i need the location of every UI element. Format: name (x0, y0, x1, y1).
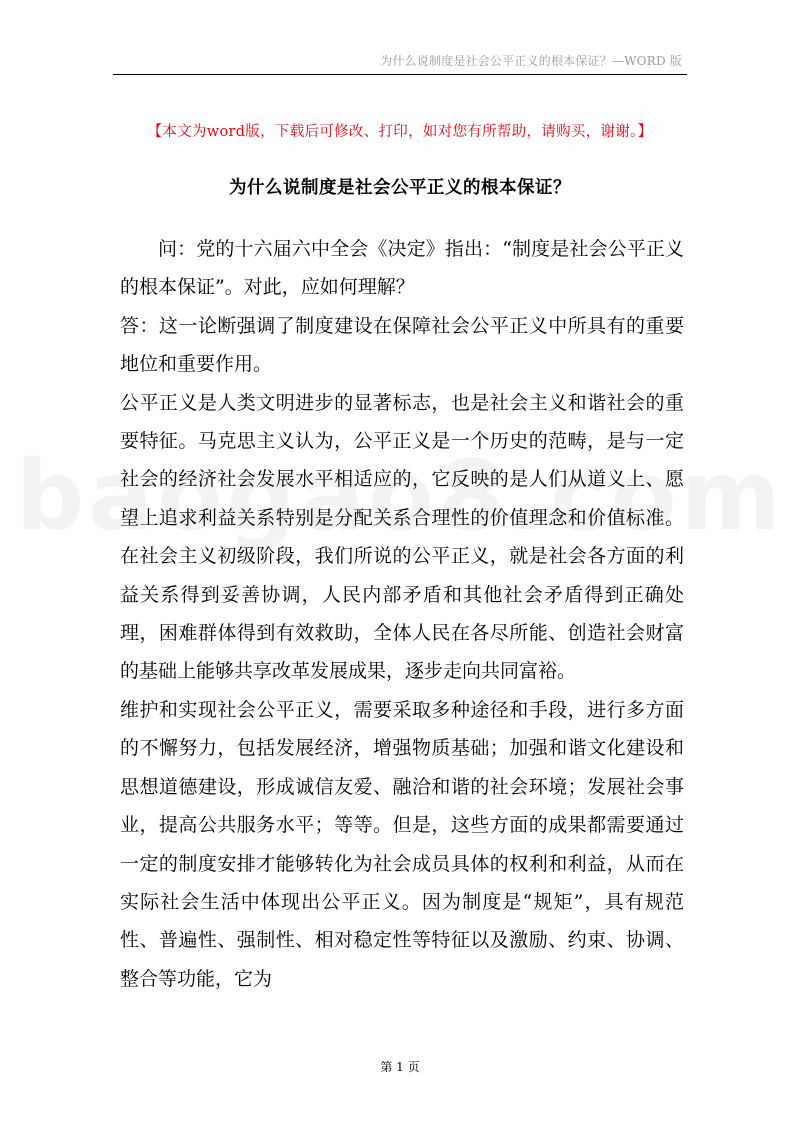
header-rule (113, 74, 687, 75)
page-number: 第 1 页 (380, 1060, 420, 1074)
download-notice: 【本文为word版，下载后可修改、打印，如对您有所帮助，请购买，谢谢。】 (147, 124, 653, 140)
answer-paragraph: 答：这一论断强调了制度建设在保障社会公平正义中所具有的重要地位和重要作用。 (120, 314, 684, 376)
running-header: 为什么说制度是社会公平正义的根本保证？—WORD 版 (380, 54, 682, 68)
body-paragraph: 维护和实现社会公平正义，需要采取多种途径和手段，进行多方面的不懈努力，包括发展经济，增强物质基础；加强和谐文化建设和思想道德建设，形成诚信友爱、融洽和谐的社会环境；发展社会事业，提高公共服务水平；等等。但是，这些方面的成果都需要通过一定的制度安排才能够转化为社会成员具体的权利和利益，从而在实际社会生活中体现出公平正义。因为制度是“规矩”，具有规范性、普遍性、强制性、相对稳定性等特征以及激励、约束、协调、整合等功能，它为 (120, 698, 684, 990)
document-body (120, 230, 684, 998)
document-title: 为什么说制度是社会公平正义的根本保证？ (229, 178, 571, 198)
body-paragraph: 公平正义是人类文明进步的显著标志，也是社会主义和谐社会的重要特征。马克思主义认为，公平正义是一个历史的范畴，是与一定社会的经济社会发展水平相适应的，它反映的是人们从道义上、愿望上追求利益关系特别是分配关系合理性的价值理念和价值标准。在社会主义初级阶段，我们所说的公平正义，就是社会各方面的利益关系得到妥善协调，人民内部矛盾和其他社会矛盾得到正确处理，困难群体得到有效救助，全体人民在各尽所能、创造社会财富的基础上能够共享改革发展成果，逐步走向共同富裕。 (120, 391, 684, 683)
question-paragraph: 问：党的十六届六中全会《决定》指出：“制度是社会公平正义的根本保证”。对此，应如何理解？ (120, 238, 684, 299)
